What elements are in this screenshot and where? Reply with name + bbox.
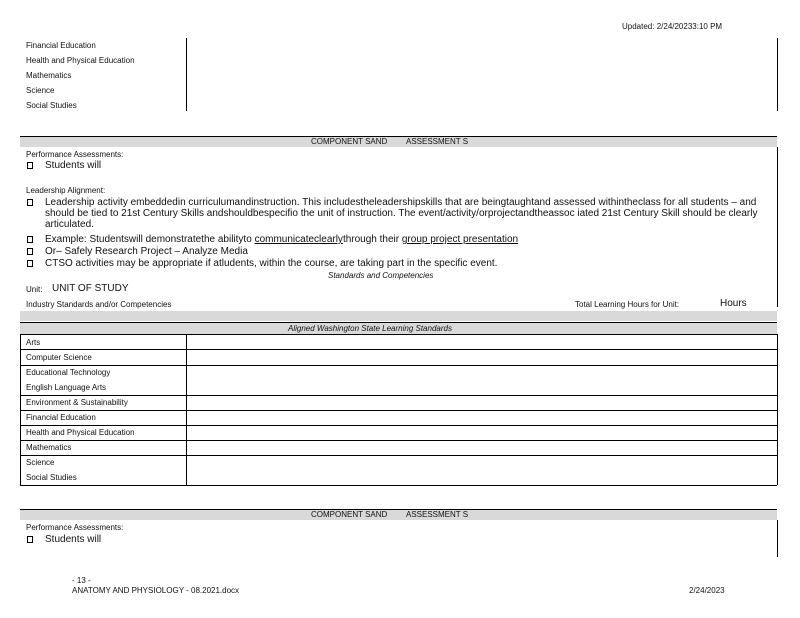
bullet-box-icon bbox=[27, 236, 33, 243]
leadership-label: Leadership Alignment: bbox=[26, 186, 106, 195]
ctso-line: CTSO activities may be appropriate if atludents, within the course, are taking part in the specific event. bbox=[45, 258, 498, 269]
subject-financial: Financial Education bbox=[26, 41, 96, 50]
table-bottom-rule bbox=[20, 485, 777, 486]
aligned-health: Health and Physical Education bbox=[26, 428, 135, 437]
row-rule bbox=[20, 425, 777, 426]
footer-filename: ANATOMY AND PHYSIOLOGY - 08.2021.docx bbox=[72, 586, 240, 595]
industry-standards: Industry Standards and/or Competencies bbox=[26, 300, 172, 309]
aligned-band-rule bbox=[20, 334, 777, 335]
spacer-band bbox=[20, 311, 777, 321]
row-rule bbox=[20, 440, 777, 441]
subject-social: Social Studies bbox=[26, 101, 77, 110]
example-line bbox=[45, 234, 518, 245]
bullet-box-icon bbox=[27, 199, 33, 206]
unit-name: UNIT OF STUDY bbox=[52, 283, 129, 294]
updated-timestamp: Updated: 2/24/20233:10 PM bbox=[622, 22, 723, 31]
aligned-border-right bbox=[777, 334, 778, 485]
components-band bbox=[20, 137, 777, 147]
bullet-box-icon bbox=[27, 536, 33, 543]
subject-health: Health and Physical Education bbox=[26, 56, 135, 65]
footer-date: 2/24/2023 bbox=[689, 586, 725, 595]
aligned-financial: Financial Education bbox=[26, 413, 96, 422]
table-divider bbox=[186, 38, 187, 111]
row-rule bbox=[20, 365, 777, 366]
aligned-social: Social Studies bbox=[26, 473, 77, 482]
row-rule bbox=[20, 395, 777, 396]
aligned-environment: Environment & Sustainability bbox=[26, 398, 128, 407]
row-rule bbox=[20, 455, 777, 456]
table-border-right bbox=[777, 38, 778, 111]
or-line: Or– Safely Research Project – Analyze Media bbox=[45, 246, 248, 257]
group-project-link[interactable]: group project presentation bbox=[401, 234, 519, 245]
total-hours-label: Total Learning Hours for Unit: bbox=[575, 300, 680, 309]
components-band-2 bbox=[20, 510, 777, 520]
row-rule bbox=[20, 410, 777, 411]
leadership-text: Leadership activity embeddedin curriculumandinstruction. This includestheleadershipskills that are beingtaughtand assessed withintheclass for all students – and should be tied to 21st Century Skills andshouldbespecifio the unit of instruction. The event/activity/orprojectandtheassoc iated 21st Century Skill should be clearly articulated. bbox=[45, 197, 758, 230]
example-mid: through their bbox=[342, 234, 402, 245]
bullet-box-icon bbox=[27, 260, 33, 267]
communicate-clearly-link[interactable]: communicateclearly bbox=[254, 234, 343, 245]
subject-science: Science bbox=[26, 86, 55, 95]
aligned-band bbox=[20, 323, 777, 334]
unit-label: Unit: bbox=[26, 285, 43, 294]
aligned-arts: Arts bbox=[26, 338, 41, 347]
row-rule bbox=[20, 349, 777, 350]
performance-label: Performance Assessments: bbox=[26, 150, 124, 159]
aligned-english: English Language Arts bbox=[26, 383, 107, 392]
students-will-2: Students will bbox=[45, 534, 102, 545]
example-prefix: Example: Studentswill demonstratethe abilityto bbox=[45, 234, 255, 245]
aligned-label: Aligned Washington State Learning Standards bbox=[288, 324, 452, 333]
components-label: COMPONENT SAND bbox=[311, 137, 388, 146]
bullet-box-icon bbox=[27, 248, 33, 255]
page-number: - 13 - bbox=[72, 576, 91, 585]
hours-value: Hours bbox=[720, 298, 747, 309]
standards-heading: Standards and Competencies bbox=[328, 271, 434, 280]
section2-border-right bbox=[777, 520, 778, 557]
subject-math: Mathematics bbox=[26, 71, 72, 80]
assessments-label-2: ASSESSMENT S bbox=[406, 510, 469, 519]
students-will: Students will bbox=[45, 160, 102, 171]
aligned-science: Science bbox=[26, 458, 55, 467]
aligned-math: Mathematics bbox=[26, 443, 72, 452]
performance-label-2: Performance Assessments: bbox=[26, 523, 124, 532]
bullet-box-icon bbox=[27, 162, 33, 169]
components-label-2: COMPONENT SAND bbox=[311, 510, 388, 519]
aligned-educational-technology: Educational Technology bbox=[26, 368, 111, 377]
section-border-right bbox=[777, 147, 778, 307]
aligned-computer-science: Computer Science bbox=[26, 353, 92, 362]
assessments-label: ASSESSMENT S bbox=[406, 137, 469, 146]
